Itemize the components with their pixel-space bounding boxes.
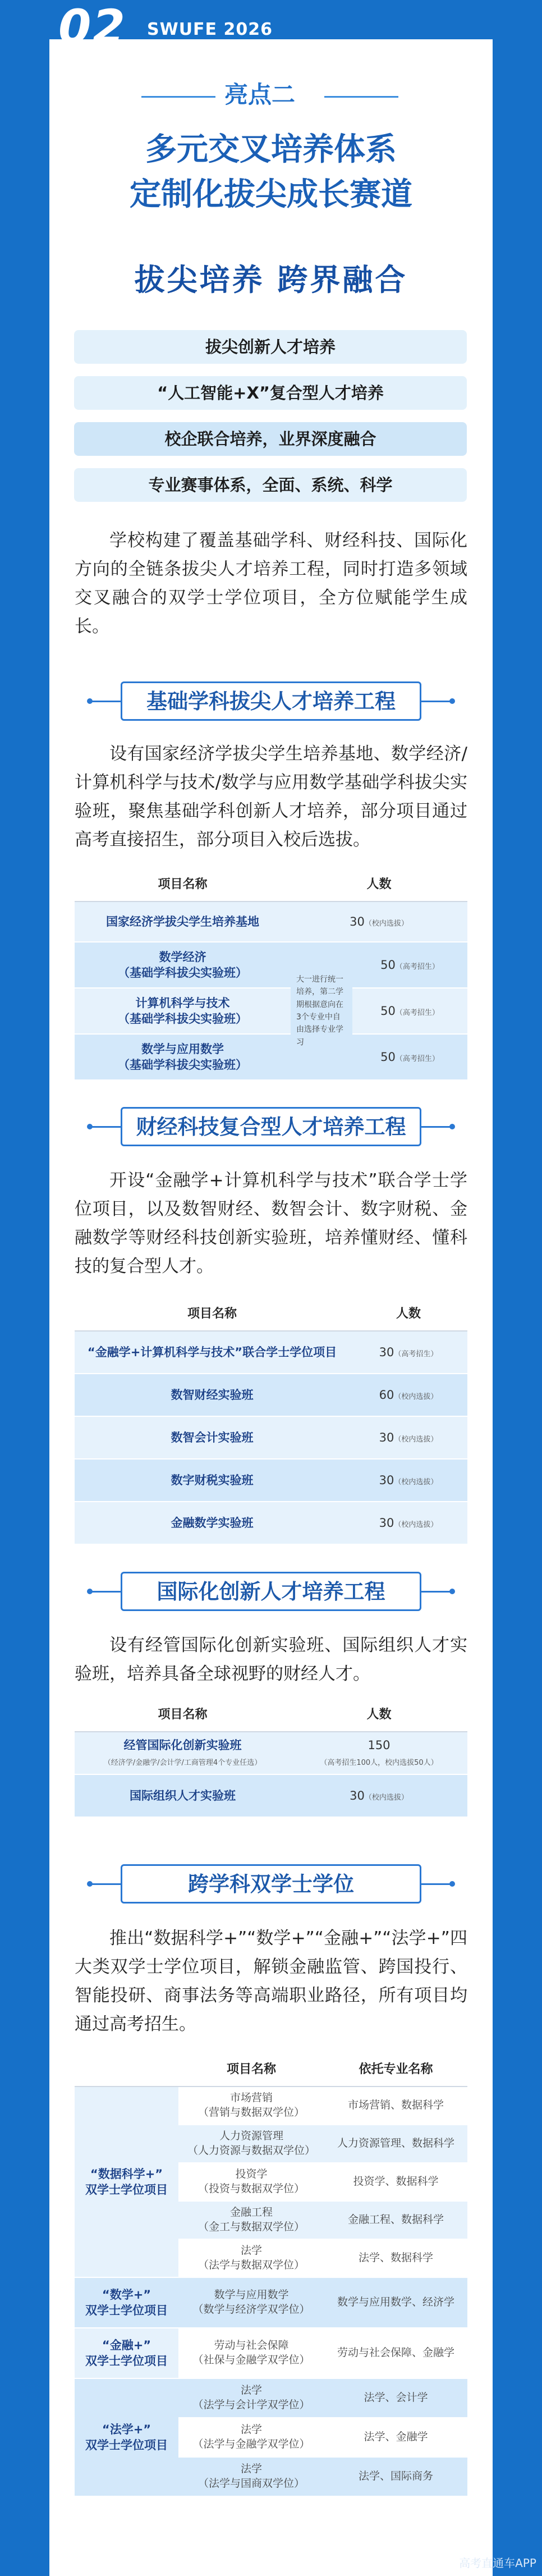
table-cell-count: 60（校内选拔）	[350, 1374, 467, 1416]
section-line	[421, 701, 452, 702]
category-cell: “数据科学+” 双学士学位项目	[75, 2087, 178, 2277]
highlight-tag: 亮点二	[224, 81, 296, 108]
section-dot	[87, 698, 93, 704]
table-cell-major: 数学与应用数学、经济学	[324, 2277, 467, 2328]
table-cell-major: 劳动与社会保障、金融学	[324, 2328, 467, 2378]
table-cell-name: 数学经济 （基础学科拔尖实验班）	[75, 942, 291, 988]
basic-paragraph: 设有国家经济学拔尖学生培养基地、数学经济/计算机科学与技术/数学与应用数学基础学科拔尖实验班，聚焦基础学科创新人才培养，部分项目通过高考直接招生，部分项目入校后选拔。	[75, 744, 467, 850]
col-header-name: 项目名称	[75, 1298, 350, 1331]
pill-item: “人工智能+X”复合型人才培养	[74, 376, 467, 410]
section-dot	[449, 1124, 455, 1129]
pill-item: 专业赛事体系，全面、系统、科学	[74, 468, 467, 502]
table-cell-major: 人力资源管理、数据科学	[324, 2125, 467, 2163]
table-cell-name: 市场营销 （营销与数据双学位）	[178, 2087, 324, 2125]
section-line	[90, 1591, 121, 1593]
col-header-count: 人数	[291, 1699, 467, 1732]
tag-line-right	[324, 96, 398, 98]
section-heading: 拔尖培养 跨界融合	[134, 262, 408, 298]
category-cell: “金融+” 双学士学位项目	[75, 2328, 178, 2378]
table-cell-name: 数学与应用数学 （数学与经济学双学位）	[178, 2277, 324, 2328]
section-line	[90, 701, 121, 702]
table-cell-count: 30（校内选拔）	[350, 1502, 467, 1544]
table-cell-name: 数智财经实验班	[75, 1374, 350, 1416]
double-degree-table	[75, 2053, 467, 2497]
section-line	[421, 1126, 452, 1128]
table-cell-count: 30（校内选拔）	[291, 1774, 467, 1817]
table-cell-name: 法学 （法学与金融学双学位）	[178, 2418, 324, 2457]
table-cell-name: 法学 （法学与数据双学位）	[178, 2239, 324, 2277]
brand-label: SWUFE 2026	[147, 20, 273, 39]
fintech-paragraph: 开设“金融学+计算机科学与技术”联合学士学位项目，以及数智财经、数智会计、数字财税、金融数学等财经科技创新实验班，培养懂财经、懂科技的复合型人才。	[75, 1170, 467, 1276]
section-line	[90, 1883, 121, 1885]
category-cell: “数学+” 双学士学位项目	[75, 2277, 178, 2328]
table-cell-count: 50（高考招生）	[352, 988, 467, 1034]
section-line	[421, 1591, 452, 1593]
table-cell-name: 数字财税实验班	[75, 1459, 350, 1502]
section-title-international: 国际化创新人才培养工程	[121, 1572, 421, 1611]
category-cell: “法学+” 双学士学位项目	[75, 2378, 178, 2496]
table-cell-major: 法学、国际商务	[324, 2457, 467, 2496]
section-dot	[87, 1124, 93, 1129]
table-cell-count: 30（校内选拔）	[291, 902, 467, 942]
table-cell-name: 国家经济学拔尖学生培养基地	[75, 902, 291, 942]
col-header-category	[75, 2053, 178, 2087]
fintech-table	[75, 1298, 467, 1545]
tag-line-left	[141, 96, 215, 98]
table-cell-name: 法学 （法学与会计学双学位）	[178, 2378, 324, 2418]
section-number: 02	[58, 0, 126, 54]
table-cell-count: 30（校内选拔）	[350, 1416, 467, 1459]
table-cell-name: 经管国际化创新实验班 （经济学/金融学/会计学/工商管理4个专业任选）	[75, 1732, 291, 1774]
table-cell-count: 50（高考招生）	[352, 942, 467, 988]
main-title-line1: 多元交叉培养体系	[145, 131, 397, 168]
table-cell-name: 计算机科学与技术 （基础学科拔尖实验班）	[75, 988, 291, 1034]
table-cell-name: 人力资源管理 （人力资源与数据双学位）	[178, 2125, 324, 2163]
section-dot	[87, 1881, 93, 1887]
pill-item: 拔尖创新人才培养	[74, 330, 467, 364]
table-cell-count: 50（高考招生）	[352, 1034, 467, 1080]
col-header-count: 人数	[350, 1298, 467, 1331]
table-cell-major: 市场营销、数据科学	[324, 2087, 467, 2125]
table-cell-name: 投资学 （投资与数据双学位）	[178, 2163, 324, 2201]
table-cell-name: 国际组织人才实验班	[75, 1774, 291, 1817]
intro-paragraph: 学校构建了覆盖基础学科、财经科技、国际化方向的全链条拔尖人才培养工程，同时打造多领域交叉融合的双学士学位项目，全方位赋能学生成长。	[75, 530, 467, 637]
section-line	[421, 1883, 452, 1885]
table-cell-major: 金融工程、数据科学	[324, 2201, 467, 2239]
section-dot	[87, 1589, 93, 1594]
section-title-double-degree: 跨学科双学士学位	[121, 1864, 421, 1904]
table-note: 大一进行统一培养，第二学期根据意向在3个专业中自由选择专业学习	[291, 942, 352, 1080]
table-cell-major: 投资学、数据科学	[324, 2163, 467, 2201]
international-paragraph: 设有经管国际化创新实验班、国际组织人才实验班，培养具备全球视野的财经人才。	[75, 1635, 467, 1684]
table-cell-name: 金融数学实验班	[75, 1502, 350, 1544]
table-cell-name: 数智会计实验班	[75, 1416, 350, 1459]
main-title-line2: 定制化拔尖成长赛道	[130, 176, 412, 213]
col-header-count: 人数	[291, 868, 467, 902]
section-dot	[449, 1589, 455, 1594]
table-cell-count: 150 （高考招生100人，校内选拔50人）	[291, 1732, 467, 1774]
table-cell-major: 法学、数据科学	[324, 2239, 467, 2277]
table-cell-name: 数学与应用数学 （基础学科拔尖实验班）	[75, 1034, 291, 1080]
section-dot	[449, 698, 455, 704]
table-cell-name: 金融工程 （金工与数据双学位）	[178, 2201, 324, 2239]
table-cell-name: 劳动与社会保障 （社保与金融学双学位）	[178, 2328, 324, 2378]
col-header-name: 项目名称	[178, 2053, 324, 2087]
section-title-basic: 基础学科拔尖人才培养工程	[121, 681, 421, 721]
table-cell-major: 法学、会计学	[324, 2378, 467, 2418]
international-table	[75, 1699, 467, 1818]
table-cell-count: 30（校内选拔）	[350, 1459, 467, 1502]
col-header-name: 项目名称	[75, 1699, 291, 1732]
table-cell-name: “金融学+计算机科学与技术”联合学士学位项目	[75, 1331, 350, 1374]
section-title-fintech: 财经科技复合型人才培养工程	[121, 1107, 421, 1146]
pill-item: 校企联合培养，业界深度融合	[74, 422, 467, 456]
col-header-name: 项目名称	[75, 868, 291, 902]
table-cell-major: 法学、金融学	[324, 2418, 467, 2457]
table-cell-name: 法学 （法学与国商双学位）	[178, 2457, 324, 2496]
basic-table	[75, 868, 467, 1081]
double-degree-paragraph: 推出“数据科学+”“数学+”“金融+”“法学+”四大类双学士学位项目，解锁金融监管、跨国投行、智能投研、商事法务等高端职业路径，所有项目均通过高考招生。	[75, 1928, 467, 2034]
footer-watermark: 高考直通车APP	[459, 2556, 536, 2570]
table-cell-count: 30（高考招生）	[350, 1331, 467, 1374]
section-dot	[449, 1881, 455, 1887]
section-line	[90, 1126, 121, 1128]
col-header-major: 依托专业名称	[324, 2053, 467, 2087]
